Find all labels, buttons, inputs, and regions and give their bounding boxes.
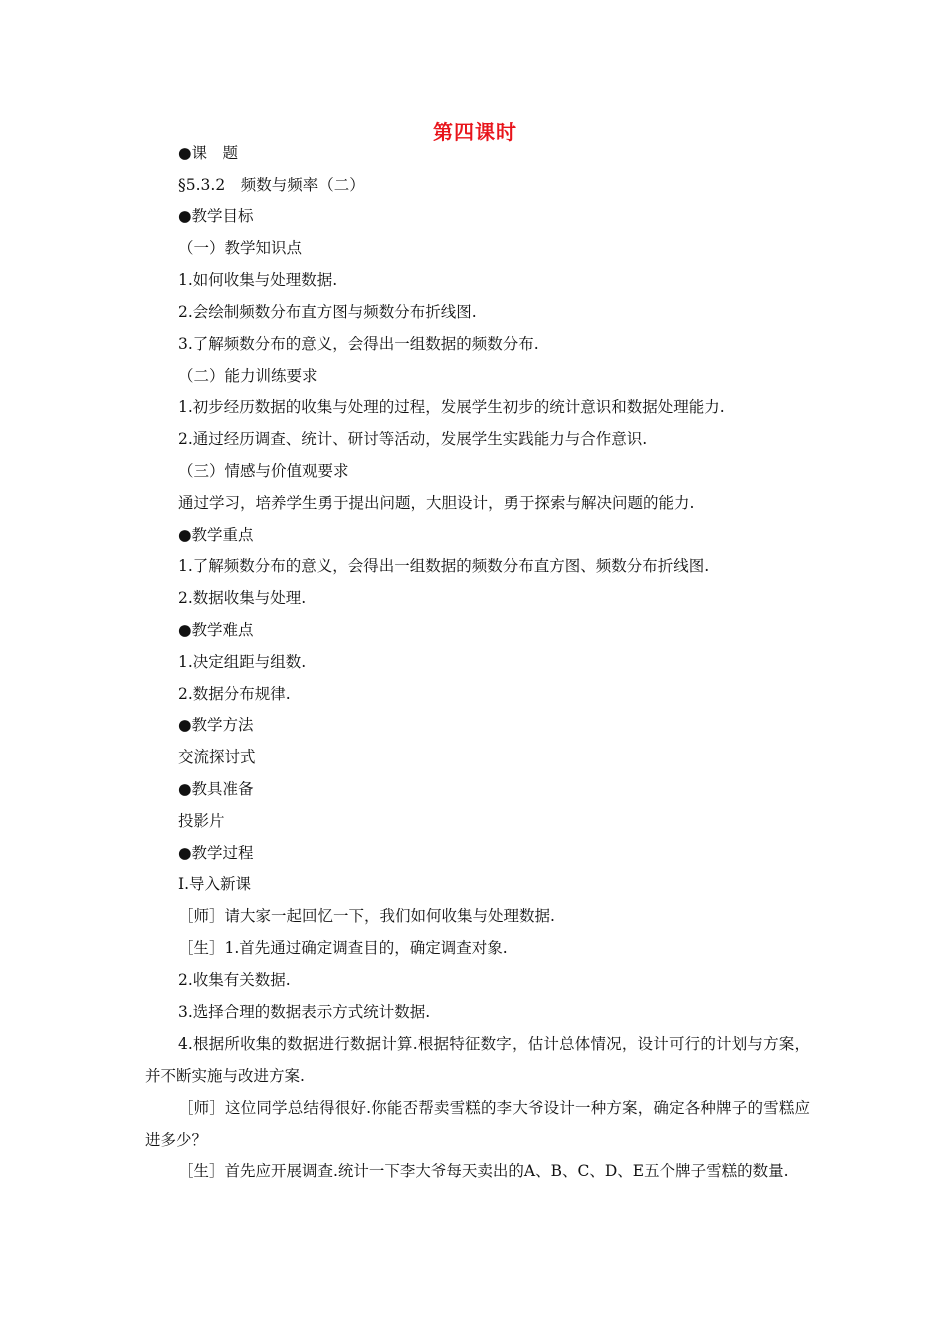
text-line: 1.初步经历数据的收集与处理的过程，发展学生初步的统计意识和数据处理能力. (178, 398, 725, 416)
section-heading-process: ●教学过程 (178, 844, 254, 862)
section-heading-objectives: ●教学目标 (178, 207, 254, 225)
text-line: 2.收集有关数据. (178, 971, 291, 989)
text-line: 2.通过经历调查、统计、研讨等活动，发展学生实践能力与合作意识. (178, 430, 648, 448)
paragraph-teacher: ［师］这位同学总结得很好.你能否帮卖雪糕的李大爷设计一种方案，确定各种牌子的雪糕应进多少？ (145, 1099, 810, 1149)
section-heading-key-points: ●教学重点 (178, 526, 254, 544)
lesson-subtitle: §5.3.2 频数与频率（二） (178, 176, 365, 194)
subheading-knowledge: （一）教学知识点 (178, 239, 303, 257)
section-heading-topic: ●课 题 (178, 144, 239, 162)
section-heading-difficulties: ●教学难点 (178, 621, 254, 639)
text-line: 交流探讨式 (178, 748, 256, 766)
text-line: 2.数据分布规律. (178, 685, 291, 703)
text-line: 投影片 (178, 812, 225, 830)
text-line: 1.了解频数分布的意义，会得出一组数据的频数分布直方图、频数分布折线图. (178, 557, 710, 575)
text-line: 3.选择合理的数据表示方式统计数据. (178, 1003, 431, 1021)
paragraph-student: ［生］首先应开展调查.统计一下李大爷每天卖出的A、B、C、D、E五个牌子雪糕的数量. (178, 1162, 789, 1180)
text-line: 通过学习，培养学生勇于提出问题，大胆设计，勇于探索与解决问题的能力. (178, 494, 695, 512)
page-title: 第四课时 (433, 120, 517, 144)
section-heading-method: ●教学方法 (178, 716, 254, 734)
text-line: 2.数据收集与处理. (178, 589, 307, 607)
text-line: 3.了解频数分布的意义，会得出一组数据的频数分布. (178, 335, 539, 353)
text-line: 1.如何收集与处理数据. (178, 271, 338, 289)
text-line: 1.决定组距与组数. (178, 653, 307, 671)
dialogue-teacher: ［师］请大家一起回忆一下，我们如何收集与处理数据. (178, 907, 555, 925)
dialogue-student: ［生］1.首先通过确定调查目的，确定调查对象. (178, 939, 508, 957)
paragraph: 4.根据所收集的数据进行数据计算.根据特征数字，估计总体情况，设计可行的计划与方案，并不断实施与改进方案. (145, 1035, 810, 1085)
subheading-ability: （二）能力训练要求 (178, 367, 318, 385)
subheading-values: （三）情感与价值观要求 (178, 462, 349, 480)
subheading-intro: Ⅰ.导入新课 (178, 875, 252, 893)
text-line: 2.会绘制频数分布直方图与频数分布折线图. (178, 303, 477, 321)
section-heading-materials: ●教具准备 (178, 780, 254, 798)
